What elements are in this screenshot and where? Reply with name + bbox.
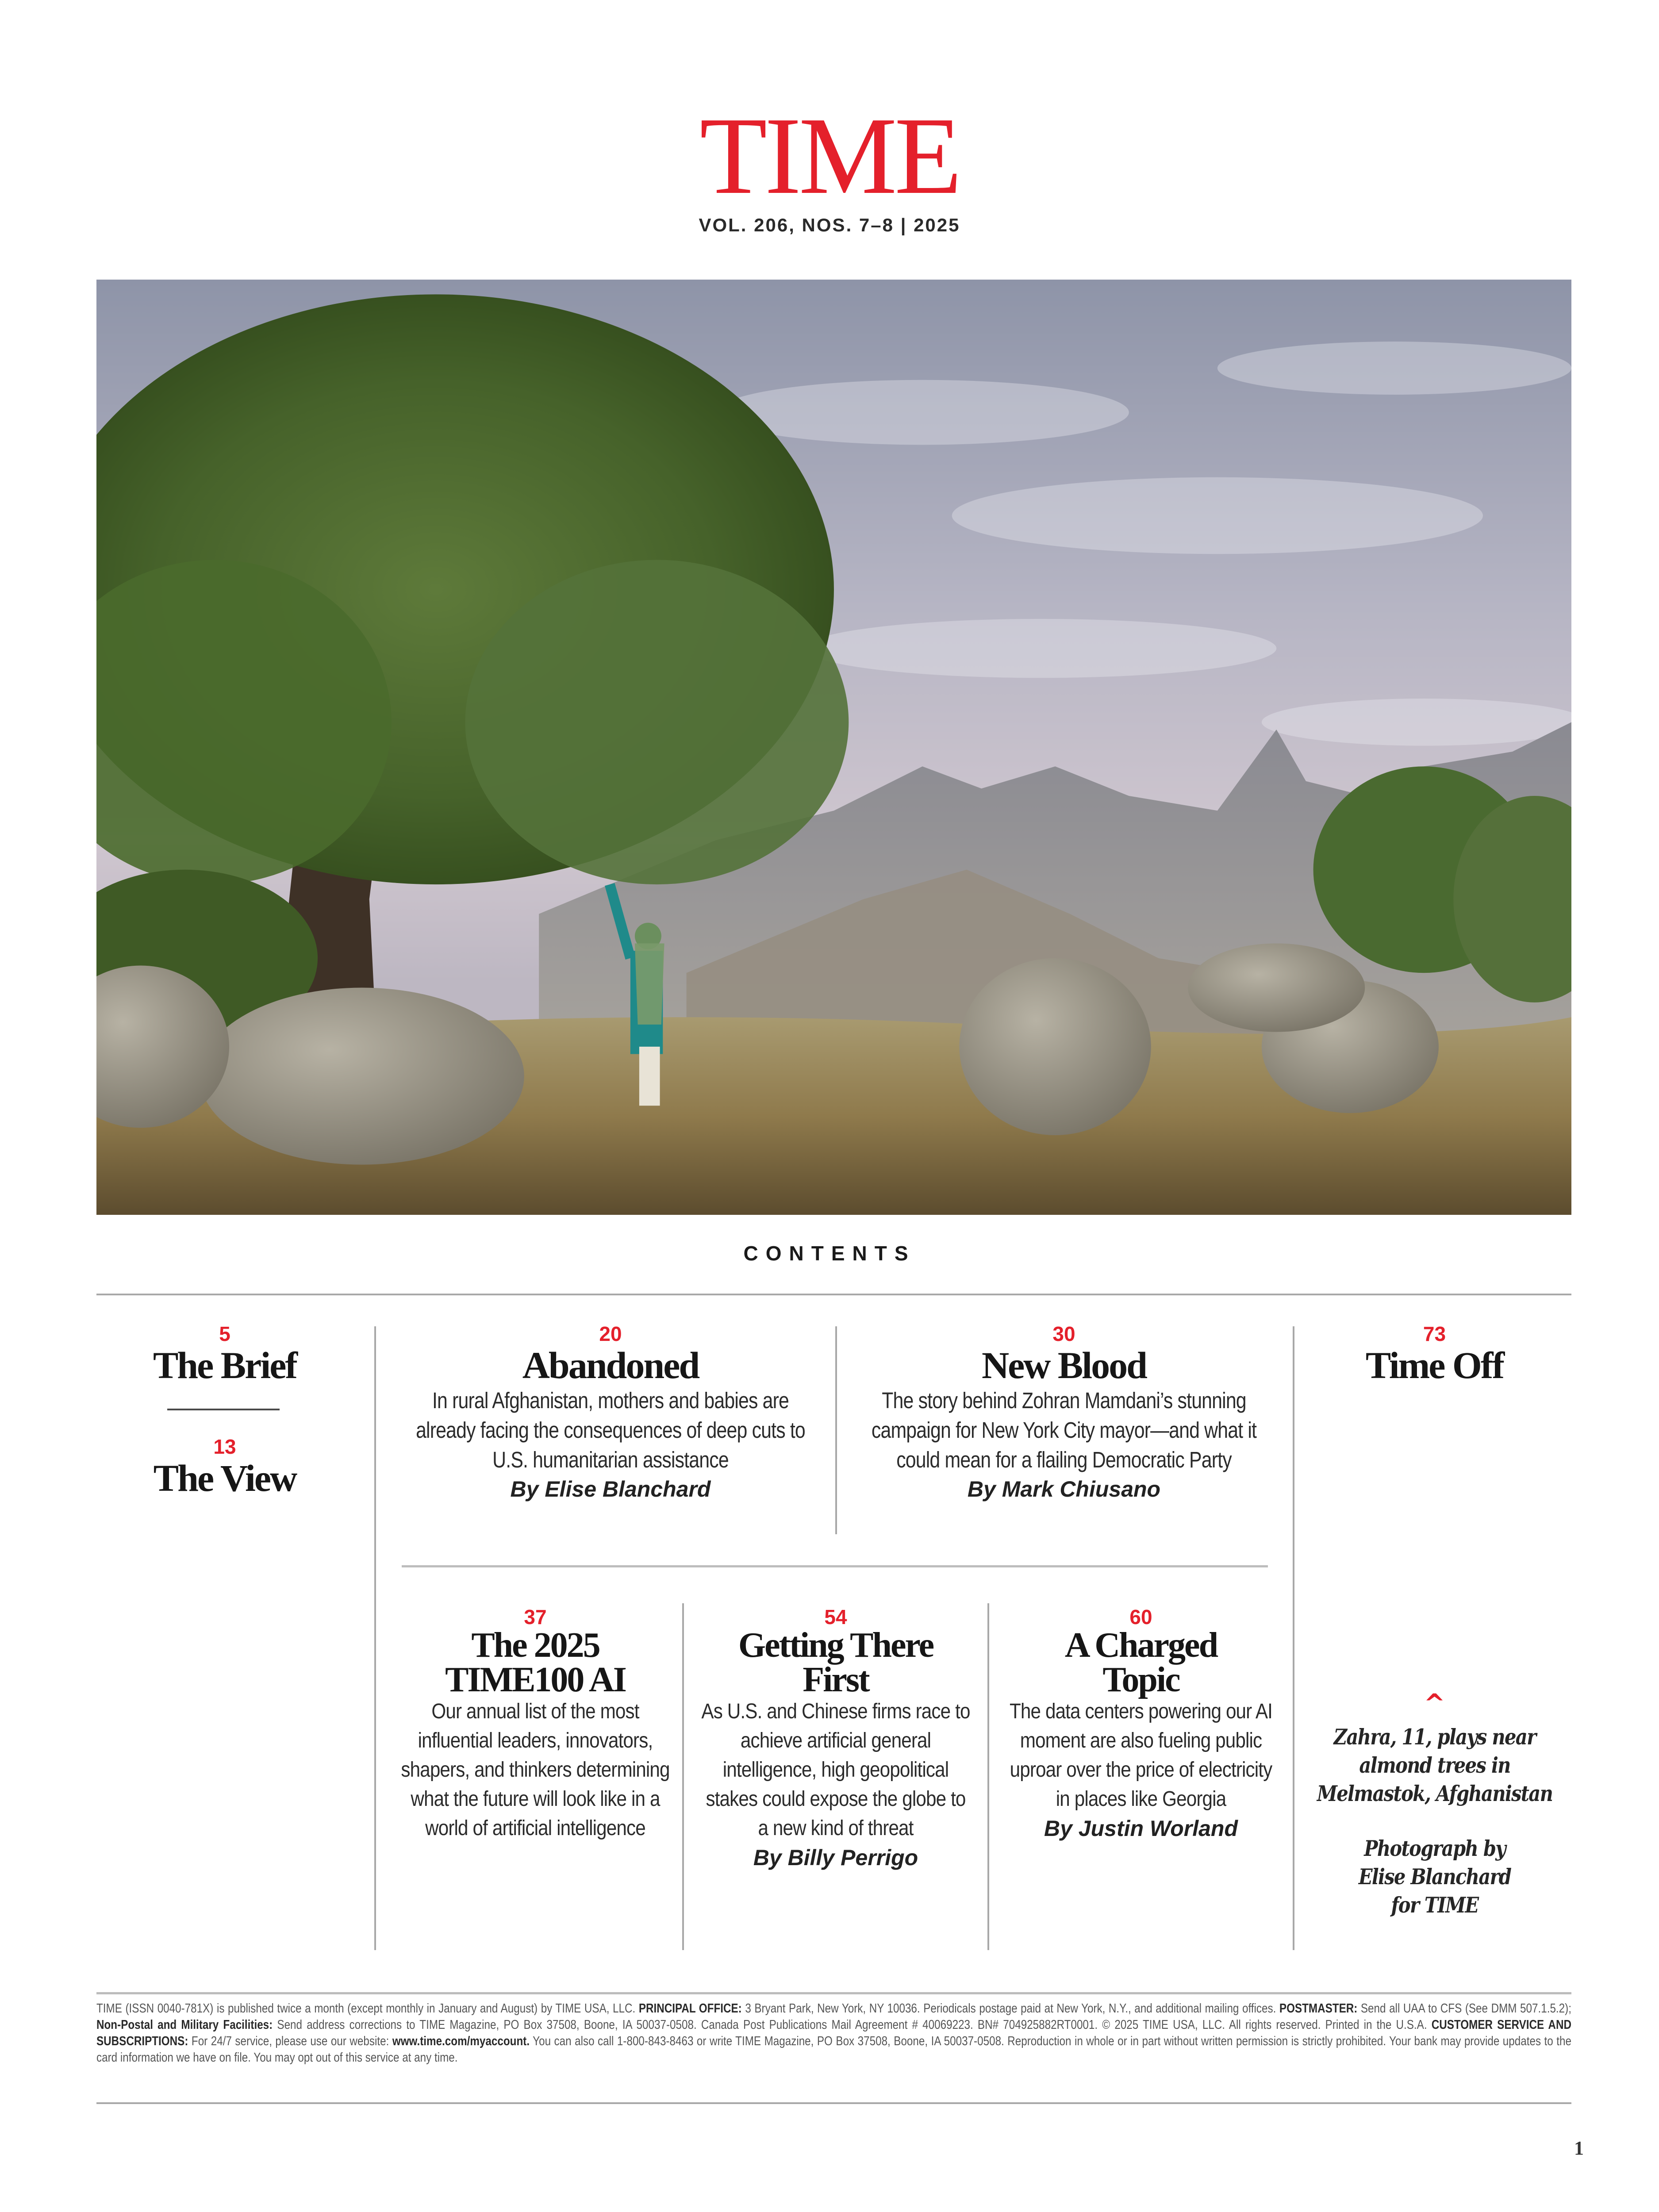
fp-text: Send address corrections to TIME Magazine, PO Box 37508, Boone, IA 50037-0508. Canada Post Publications Mail Agreement # 40069223. BN# 704925882RT0001. © 2025 TIME USA, LLC. All rights reserved. Printed in the U.S.A. — [277, 2018, 1427, 2032]
toc-feature-abandoned[interactable] — [389, 1323, 832, 1504]
toc-section-time-off[interactable] — [1298, 1323, 1571, 1386]
feature-byline: By Justin Worland — [1044, 1816, 1238, 1841]
toc-feature-time100-ai[interactable] — [394, 1606, 677, 1843]
page-number: 30 — [1052, 1322, 1075, 1345]
column-divider — [987, 1603, 989, 1950]
fp-text: 3 Bryant Park, New York, NY 10036. Periodicals postage paid at New York, N.Y., and additional mailing offices. — [745, 2001, 1276, 2016]
fp-text: TIME (ISSN 0040-781X) is published twice a month (except monthly in January and August) by TIME USA, LLC. — [96, 2001, 636, 2016]
section-divider — [167, 1409, 280, 1410]
caret-up-icon: ^ — [1424, 1688, 1445, 1718]
column-divider — [835, 1326, 837, 1534]
cover-photo — [96, 280, 1571, 1215]
toc-feature-a-charged-topic[interactable] — [993, 1606, 1289, 1843]
fp-label: Non-Postal and Military Facilities: — [96, 2018, 273, 2032]
page-number: 73 — [1423, 1322, 1446, 1345]
section-title: The Brief — [153, 1344, 297, 1386]
column-divider — [682, 1603, 684, 1950]
page-number: 60 — [1129, 1605, 1152, 1628]
toc-section-the-view[interactable] — [105, 1436, 344, 1498]
page-number: 54 — [824, 1605, 847, 1628]
page-number: 37 — [524, 1605, 547, 1628]
credit-line: Elise Blanchard — [1358, 1864, 1511, 1889]
website-link[interactable]: www.time.com/myaccount. — [392, 2034, 530, 2048]
toc-section-the-brief[interactable] — [105, 1323, 344, 1386]
fineprint-rule — [96, 1992, 1571, 1994]
feature-dek: In rural Afghanistan, mothers and babies are already facing the consequences of deep cuts to U.S. humanitarian assistance — [416, 1388, 805, 1472]
time-logo: TIME — [699, 95, 960, 217]
feature-dek: As U.S. and Chinese firms race to achieve artificial general intelligence, high geopolitical stakes could expose the globe to a new kind of threat — [701, 1700, 970, 1840]
row-divider — [402, 1565, 1268, 1567]
feature-title-line: Getting There — [738, 1626, 933, 1665]
feature-dek: The data centers powering our AI moment are also fueling public uproar over the price of electricity in places like Georgia — [1009, 1700, 1273, 1811]
feature-title — [687, 1628, 984, 1697]
column-divider — [374, 1326, 376, 1950]
fp-text: You can also call 1-800-843-8463 or write TIME Magazine, PO Box 37508, Boone, IA 50037-0508. Reproduction in whole or in part without written permission is strictly prohibited. Your bank may provide updates to the card information we have on file. You may opt out of this service at any time. — [96, 2034, 1571, 2065]
photo-credit — [1307, 1834, 1563, 1919]
column-divider — [1293, 1326, 1294, 1950]
feature-byline: By Mark Chiusano — [967, 1477, 1161, 1502]
fp-label: PRINCIPAL OFFICE: — [638, 2001, 742, 2016]
toc-feature-new-blood[interactable] — [841, 1323, 1287, 1504]
feature-title-line: First — [803, 1660, 869, 1699]
credit-line: Photograph by — [1363, 1836, 1505, 1861]
feature-title-line: Topic — [1102, 1660, 1179, 1699]
page-number: 20 — [599, 1322, 622, 1345]
page-number: 13 — [213, 1435, 236, 1458]
fp-label: CUSTOMER SERVICE AND SUBSCRIPTIONS: — [96, 2018, 1571, 2048]
fp-text: Send all UAA to CFS (See DMM 507.1.5.2); — [1360, 2001, 1571, 2016]
feature-title-line: A Charged — [1064, 1626, 1217, 1665]
photo-caption — [1298, 1688, 1571, 1919]
feature-title — [394, 1628, 677, 1697]
fp-label: POSTMASTER: — [1279, 2001, 1358, 2016]
page-number-folio: 1 — [1574, 2137, 1584, 2159]
boulder — [200, 988, 524, 1165]
landscape-photo-illustration — [96, 280, 1571, 1215]
feature-title: Abandoned — [522, 1344, 699, 1386]
feature-byline: By Elise Blanchard — [510, 1477, 711, 1502]
caption-text: Zahra, 11, plays near almond trees in Melmastok, Afghanistan — [1317, 1724, 1552, 1806]
issue-line: VOL. 206, NOS. 7–8 | 2025 — [699, 215, 960, 235]
fineprint-rule — [96, 2102, 1571, 2104]
feature-title-line: The 2025 — [471, 1626, 599, 1665]
feature-title — [993, 1628, 1289, 1697]
feature-dek: Our annual list of the most influential leaders, innovators, shapers, and thinkers determining what the future will look like in a world of artificial intelligence — [401, 1700, 670, 1840]
feature-byline: By Billy Perrigo — [753, 1845, 918, 1870]
publication-fine-print — [96, 2001, 1571, 2066]
section-title: The View — [153, 1457, 296, 1499]
contents-rule — [96, 1294, 1571, 1295]
fine-print-body — [96, 2001, 1571, 2066]
page-number: 5 — [219, 1322, 230, 1345]
section-title: Time Off — [1365, 1344, 1504, 1386]
feature-title: New Blood — [982, 1344, 1146, 1386]
feature-dek: The story behind Zohran Mamdani’s stunning campaign for New York City mayor—and what it could mean for a flailing Democratic Party — [871, 1388, 1257, 1472]
contents-heading: CONTENTS — [743, 1242, 916, 1265]
credit-line: for TIME — [1391, 1892, 1478, 1918]
feature-title-line: TIME100 AI — [445, 1660, 626, 1699]
fp-text: For 24/7 service, please use our website: — [191, 2034, 389, 2048]
toc-feature-getting-there-first[interactable] — [687, 1606, 984, 1873]
